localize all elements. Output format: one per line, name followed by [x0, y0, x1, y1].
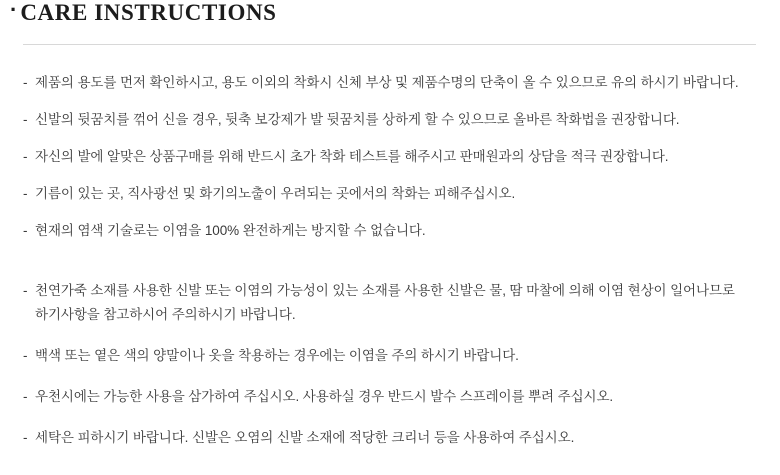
list-item [23, 72, 763, 94]
list-item-text: 백색 또는 옅은 색의 양말이나 옷을 착용하는 경우에는 이염을 주의 하시기 바랍니다. [35, 348, 519, 363]
instruction-group-discoloration [23, 279, 763, 450]
list-item-text: 신발의 뒷꿈치를 꺾어 신을 경우, 뒷축 보강제가 발 뒷꿈치를 상하게 할 수 있으므로 올바른 착화법을 권장합니다. [35, 112, 680, 127]
list-item [23, 385, 763, 409]
list-item-text: 자신의 발에 알맞은 상품구매를 위해 반드시 초가 착화 테스트를 해주시고 판매원과의 상담을 적극 권장합니다. [35, 149, 669, 164]
list-dash: - [23, 389, 28, 404]
instruction-group-general [23, 72, 763, 242]
list-item-text: 현재의 염색 기술로는 이염을 100% 완전하게는 방지할 수 없습니다. [35, 223, 426, 238]
page-title: CARE INSTRUCTIONS [20, 0, 277, 25]
instructions-content [23, 72, 763, 467]
list-item [23, 146, 763, 168]
group-spacer [23, 257, 763, 279]
list-item [23, 344, 763, 368]
list-item [23, 426, 763, 450]
list-item-text: 우천시에는 가능한 사용을 삼가하여 주십시오. 사용하실 경우 반드시 발수 스프레이를 뿌려 주십시오. [35, 389, 614, 404]
list-item-text: 기름이 있는 곳, 직사광선 및 화기의노출이 우려되는 곳에서의 착화는 피해주십시오. [35, 186, 516, 201]
list-dash: - [23, 223, 28, 238]
bullet-icon: · [10, 0, 18, 22]
list-item [23, 183, 763, 205]
list-dash: - [23, 430, 28, 445]
list-dash: - [23, 149, 28, 164]
list-item-text: 천연가죽 소재를 사용한 신발 또는 이염의 가능성이 있는 소재를 사용한 신발은 물, 땀 마찰에 의해 이염 현상이 일어나므로 하기사항을 참고하시어 주의하시기 바랍니다. [35, 283, 735, 322]
page-header [0, 0, 780, 34]
list-item-text: 제품의 용도를 먼저 확인하시고, 용도 이외의 착화시 신체 부상 및 제품수명의 단축이 올 수 있으므로 유의 하시기 바랍니다. [35, 75, 739, 90]
list-dash: - [23, 283, 28, 298]
list-dash: - [23, 112, 28, 127]
list-item [23, 279, 763, 327]
header-divider [23, 44, 756, 45]
list-item [23, 220, 763, 242]
list-item-text: 세탁은 피하시기 바랍니다. 신발은 오염의 신발 소재에 적당한 크리너 등을 사용하여 주십시오. [35, 430, 575, 445]
list-dash: - [23, 75, 28, 90]
list-item [23, 109, 763, 131]
list-dash: - [23, 186, 28, 201]
list-dash: - [23, 348, 28, 363]
